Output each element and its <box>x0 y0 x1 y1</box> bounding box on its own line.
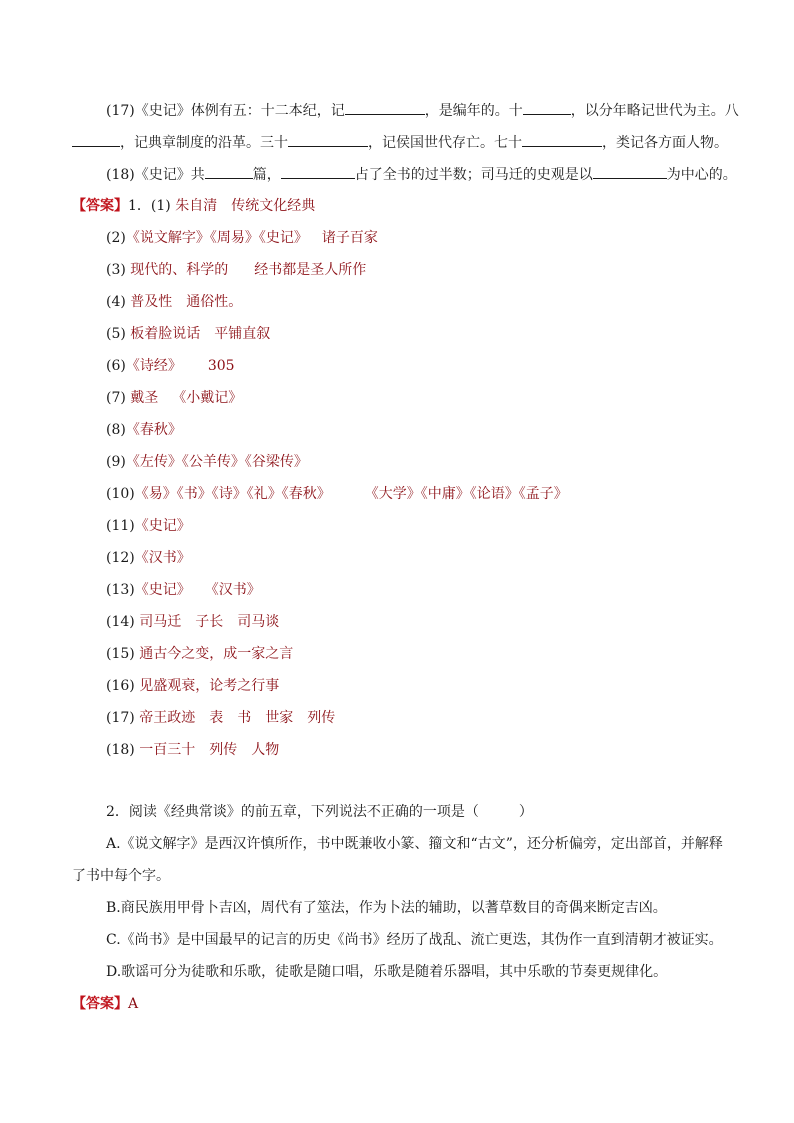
answer-number: (16) <box>106 678 140 694</box>
answer-item-18 <box>72 740 772 772</box>
answer-item-12 <box>72 548 772 580</box>
answer-item-8 <box>72 420 772 452</box>
q17-text-3: ，以分年略记世代为主。八 <box>570 103 739 119</box>
answer-part: 人物 <box>251 742 280 758</box>
answer-part: 诸子百家 <box>321 230 378 246</box>
answer-number: (12) <box>106 550 135 566</box>
answer-part: 平铺直叙 <box>214 326 271 342</box>
answer-number: (4) <box>106 294 131 310</box>
q2-stem-text: 2．阅读《经典常谈》的前五章，下列说法不正确的一项是（ <box>106 804 479 820</box>
answer-item-16 <box>72 676 772 708</box>
q2-option-d: D.歌谣可分为徒歌和乐歌，徒歌是随口唱，乐歌是随着乐器唱，其中乐歌的节奏更规律化。 <box>106 964 668 980</box>
question-17-line-2 <box>72 132 728 153</box>
answer-number: (11) <box>106 518 135 534</box>
question-17-line-1 <box>106 100 739 121</box>
answer-number: (18) <box>106 742 140 758</box>
q17-blank-2 <box>523 100 571 115</box>
q18-text-3: 占了全书的过半数；司马迁的史观是以 <box>354 167 593 183</box>
answer-item-17 <box>72 708 772 740</box>
answer-part: 《汉书》 <box>204 582 261 598</box>
answer-part: 通俗性。 <box>186 294 243 310</box>
answer-part: 板着脸说话 <box>130 326 201 342</box>
answer-item-2 <box>72 228 772 260</box>
answer-number: (8) <box>106 422 126 438</box>
answer-list <box>72 196 772 772</box>
answer-part: 司马谈 <box>237 614 280 630</box>
answer-part: 司马迁 <box>139 614 182 630</box>
q18-text-2: 篇， <box>252 167 281 183</box>
q2-option-a-line-1: A.《说文解字》是西汉许慎所作，书中既兼收小篆、籀文和“古文”，还分析偏旁，定出部首，并解释 <box>106 836 723 852</box>
answer-part: 《易》《书》《诗》《礼》《春秋》 <box>134 486 331 502</box>
answer-item-1 <box>72 196 772 228</box>
question-18-line <box>106 164 737 185</box>
answer-part: 《史记》 <box>134 582 191 598</box>
answer-item-11 <box>72 516 772 548</box>
q18-blank-1 <box>205 164 253 179</box>
answer-part: 普及性 <box>130 294 173 310</box>
q17-blank-1 <box>345 100 425 115</box>
answer-part: 表 <box>209 710 224 726</box>
answer-part: 通古今之变，成一家之言 <box>139 646 294 662</box>
answer-item-3 <box>72 260 772 292</box>
q17-text-1: (17)《史记》体例有五：十二本纪，记 <box>106 103 345 119</box>
q17-blank-5 <box>522 132 602 147</box>
answer-part: 《大学》《中庸》《论语》《孟子》 <box>364 486 568 502</box>
answer-part: 《春秋》 <box>125 422 182 438</box>
answer-part: 《左传》《公羊传》《谷梁传》 <box>125 454 308 470</box>
q2-stem-end: ） <box>518 804 533 820</box>
q2-answer-tag: 【答案】 <box>72 996 128 1012</box>
answer-item-5 <box>72 324 772 356</box>
answer-item-10 <box>72 484 772 516</box>
answer-part: 世家 <box>265 710 294 726</box>
answer-part: 《说文解字》《周易》《史记》 <box>125 230 308 246</box>
answer-part: 《诗经》 <box>125 358 182 374</box>
answer-part: 书 <box>237 710 252 726</box>
answer-part: 经书都是圣人所作 <box>254 262 367 278</box>
q17-blank-4 <box>288 132 368 147</box>
answer-number: (15) <box>106 646 140 662</box>
q18-blank-3 <box>593 164 667 179</box>
answer-part: 《史记》 <box>134 518 191 534</box>
q17-blank-3 <box>72 132 120 147</box>
q17-text-6: ，类记各方面人物。 <box>602 135 728 151</box>
q18-text-4: 为中心的。 <box>666 167 737 183</box>
answer-number: (2) <box>106 230 126 246</box>
answer-part: 305 <box>207 358 235 374</box>
answer-number: (17) <box>106 710 140 726</box>
answer-part: 戴圣 <box>130 390 159 406</box>
answer-number: (5) <box>106 326 131 342</box>
answer-number: (9) <box>106 454 126 470</box>
answer-part: 子长 <box>195 614 224 630</box>
answer-number: (10) <box>106 486 135 502</box>
q17-text-2: ，是编年的。十 <box>424 103 523 119</box>
q18-text-1: (18)《史记》共 <box>106 167 205 183</box>
answer-part: 《小戴记》 <box>172 390 243 406</box>
answer-item-14 <box>72 612 772 644</box>
answer-item-13 <box>72 580 772 612</box>
answer-number: (7) <box>106 390 131 406</box>
q18-blank-2 <box>281 164 355 179</box>
answer-part: 一百三十 <box>139 742 196 758</box>
q2-answer <box>72 994 138 1014</box>
answer-part: 朱自清 <box>175 198 218 214</box>
answer-part: 见盛观衰，论考之行事 <box>139 678 280 694</box>
answer-number: 1．(1) <box>128 198 176 214</box>
q2-option-b: B.商民族用甲骨卜吉凶，周代有了筮法，作为卜法的辅助，以蓍草数目的奇偶来断定吉凶。 <box>106 900 667 916</box>
answer-item-7 <box>72 388 772 420</box>
answer-item-4 <box>72 292 772 324</box>
answer-part: 传统文化经典 <box>231 198 316 214</box>
q17-text-5: ，记侯国世代存亡。七十 <box>368 135 522 151</box>
answer-number: (13) <box>106 582 135 598</box>
answer-tag: 【答案】 <box>72 198 128 214</box>
answer-item-6 <box>72 356 772 388</box>
q17-text-4: ，记典章制度的沿革。三十 <box>120 135 288 151</box>
answer-number: (3) <box>106 262 131 278</box>
answer-number: (14) <box>106 614 140 630</box>
q2-option-c: C.《尚书》是中国最早的记言的历史《尚书》经历了战乱、流亡更迭，其伪作一直到清朝才被证实。 <box>106 932 723 948</box>
answer-item-15 <box>72 644 772 676</box>
answer-number: (6) <box>106 358 126 374</box>
answer-item-9 <box>72 452 772 484</box>
answer-part: 列传 <box>209 742 238 758</box>
answer-part: 帝王政迹 <box>139 710 196 726</box>
q2-answer-value: A <box>128 996 139 1012</box>
question-2-stem <box>106 802 533 822</box>
q2-option-a-line-2: 了书中每个字。 <box>72 868 170 884</box>
answer-part: 《汉书》 <box>134 550 191 566</box>
answer-part: 现代的、科学的 <box>130 262 229 278</box>
answer-part: 列传 <box>307 710 336 726</box>
